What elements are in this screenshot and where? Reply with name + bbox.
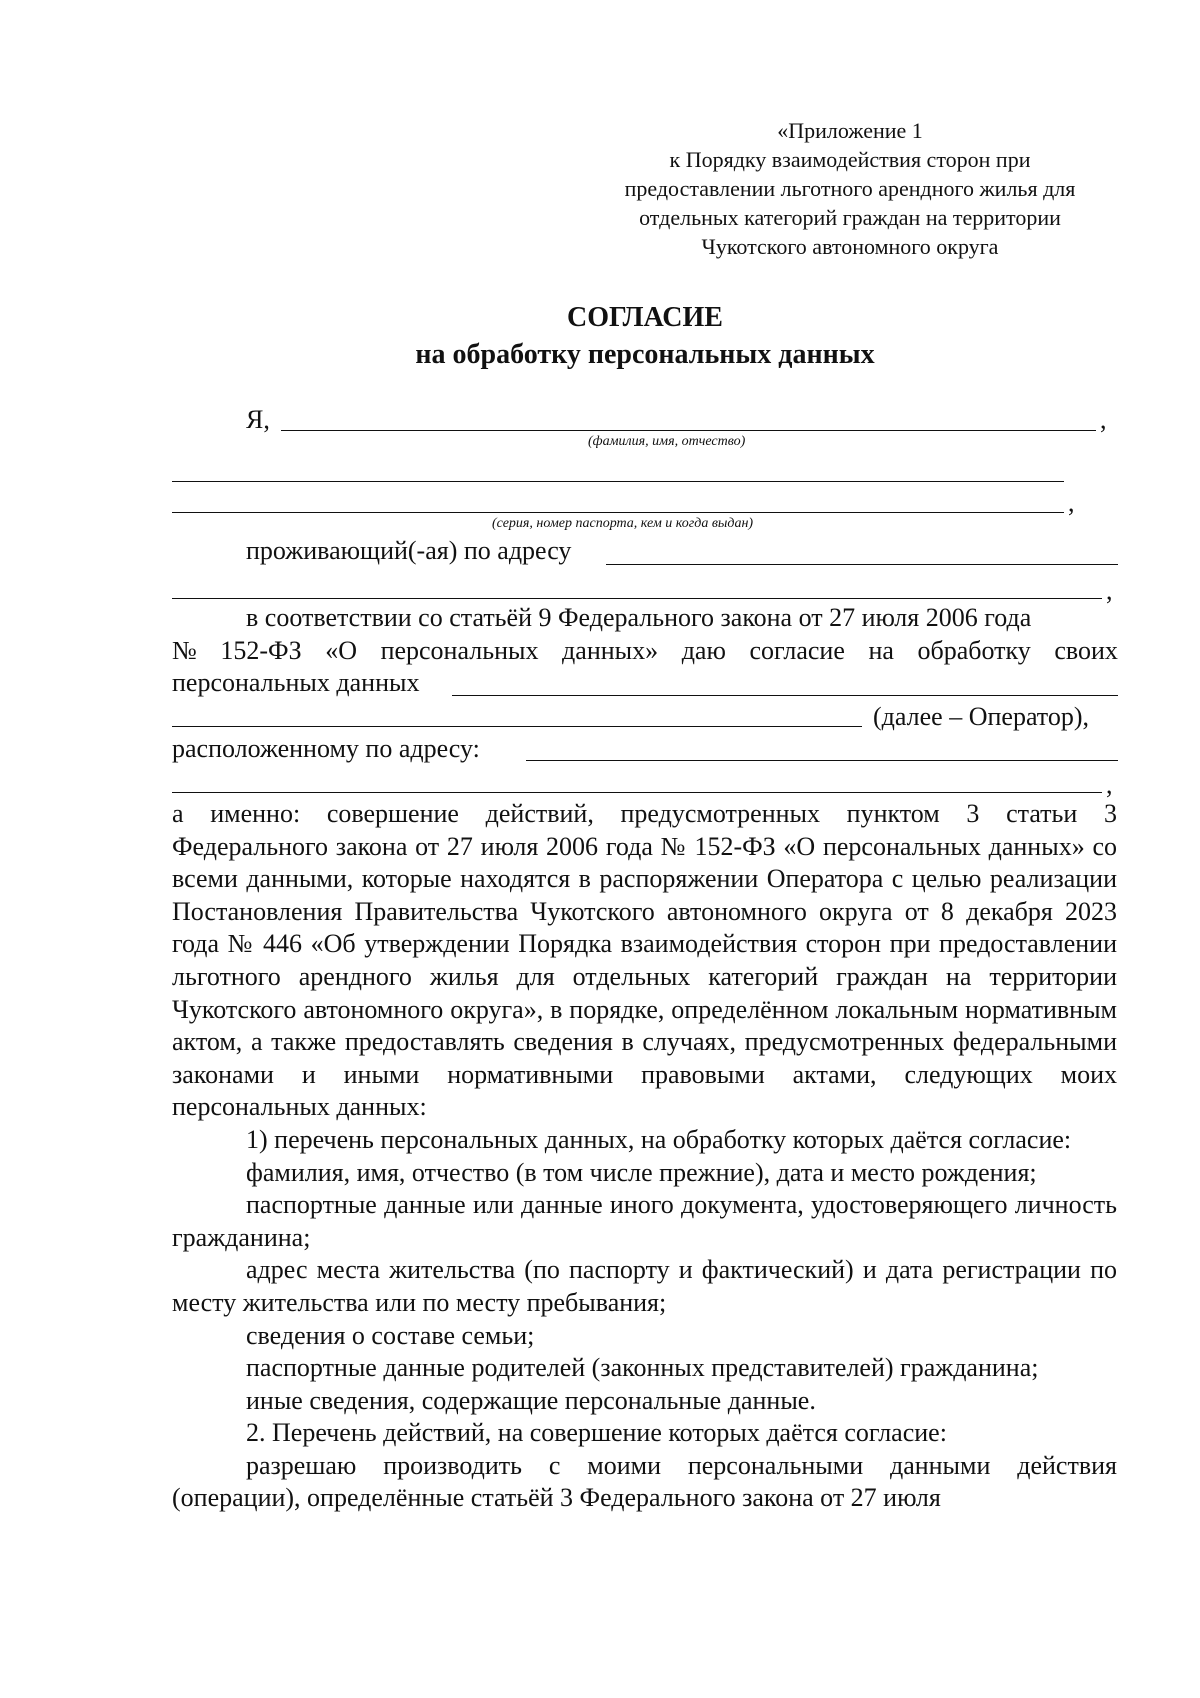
operator-address-line-1[interactable] <box>526 760 1118 761</box>
operator-address-line-2[interactable] <box>172 792 1102 793</box>
fio-field-line[interactable] <box>281 430 1096 431</box>
body-paragraph: сведения о составе семьи; <box>246 1320 535 1350</box>
operator-label: (далее – Оператор), <box>873 702 1089 731</box>
law-line-1: в соответствии со статьёй 9 Федерального закона от 27 июля 2006 года <box>246 603 1032 632</box>
appendix-header <box>580 116 1120 261</box>
fio-comma: , <box>1100 405 1107 434</box>
residence-label: проживающий(-ая) по адресу <box>246 536 572 565</box>
operator-field-line-2[interactable] <box>172 726 862 727</box>
body-paragraph: иные сведения, содержащие персональные данные. <box>246 1385 816 1415</box>
residence-comma: , <box>1106 576 1113 605</box>
body-paragraph: адрес места жительства (по паспорту и фактический) и дата регистрации по месту жительства или по месту пребывания; <box>172 1255 1117 1317</box>
law-word: персональных <box>380 636 539 665</box>
passport-field-line-1[interactable] <box>172 481 1064 482</box>
appendix-line: к Порядку взаимодействия сторон при <box>669 147 1031 172</box>
law-line-2 <box>172 636 1118 666</box>
appendix-line: «Приложение 1 <box>777 118 923 143</box>
law-word: своих <box>1054 636 1118 665</box>
body-paragraph: паспортные данные или данные иного документа, удостоверяющего личность гражданина; <box>172 1190 1117 1252</box>
law-word: «О <box>325 636 357 665</box>
body-paragraph: 1) перечень персональных данных, на обработку которых даётся согласие: <box>246 1124 1072 1154</box>
law-word: на <box>868 636 894 665</box>
document-body <box>172 798 1117 1515</box>
operator-field-line-1[interactable] <box>452 695 1118 696</box>
appendix-line: отдельных категорий граждан на территории <box>639 205 1061 230</box>
passport-caption: (серия, номер паспорта, кем и когда выдан) <box>492 516 754 531</box>
operator-address-comma: , <box>1106 770 1113 799</box>
residence-field-line-2[interactable] <box>172 598 1102 599</box>
law-word: даю <box>681 636 726 665</box>
law-word: № <box>172 636 197 665</box>
document-subtitle: на обработку персональных данных <box>415 339 875 370</box>
law-word: обработку <box>917 636 1031 665</box>
fio-caption: (фамилия, имя, отчество) <box>588 434 746 449</box>
passport-field-line-2[interactable] <box>172 512 1064 513</box>
body-paragraph: разрешаю производить с моими персональными данными действия (операции), определённые статьёй 3 Федерального закона от 27 июля <box>172 1450 1117 1513</box>
i-label: Я, <box>246 405 270 434</box>
law-word: данных» <box>562 636 659 665</box>
passport-comma: , <box>1068 488 1075 517</box>
law-word: 152-ФЗ <box>220 636 302 665</box>
body-paragraph: паспортные данные родителей (законных представителей) гражданина; <box>246 1353 1039 1383</box>
law-word: согласие <box>749 636 845 665</box>
pd-label: персональных данных <box>172 668 420 697</box>
body-paragraph: фамилия, имя, отчество (в том числе прежние), дата и место рождения; <box>246 1157 1037 1187</box>
located-label: расположенному по адресу: <box>172 734 480 763</box>
appendix-line: Чукотского автономного округа <box>701 234 999 259</box>
document-title: СОГЛАСИЕ <box>567 302 723 333</box>
body-paragraph: а именно: совершение действий, предусмотренных пунктом 3 статьи 3 Федерального закона от 27 июля 2006 года № 152-ФЗ «О персональных данных» со всеми данными, которые находятся в распоряжении Оператора с целью реализации Постановления Правительства Чукотского автономного округа от 8 декабря 2023 года № 446 «Об утверждении Порядка взаимодействия сторон при предоставлении льготного арендного жилья для отдельных категорий граждан на территории Чукотского автономного округа», в порядке, определённом локальным нормативным актом, а также предоставлять сведения в случаях, предусмотренных федеральными законами и иными нормативными правовыми актами, следующих моих персональных данных: <box>172 799 1117 1122</box>
residence-field-line-1[interactable] <box>606 564 1118 565</box>
body-paragraph: 2. Перечень действий, на совершение которых даётся согласие: <box>246 1418 947 1448</box>
appendix-line: предоставлении льготного арендного жилья для <box>624 176 1076 201</box>
